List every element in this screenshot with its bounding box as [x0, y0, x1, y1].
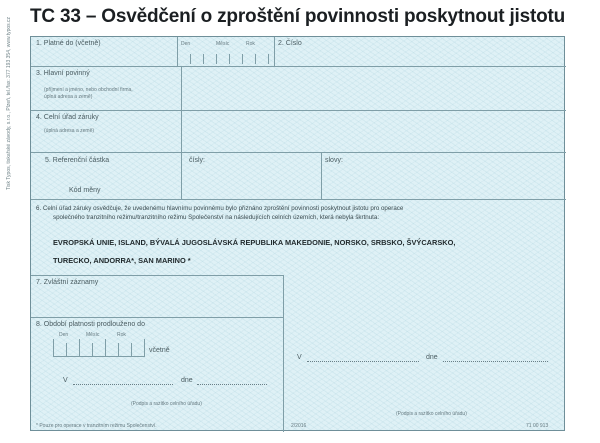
field-8-rok: Rok [117, 332, 126, 338]
footer-code: 71 00 913 [526, 423, 549, 429]
field-6-countries-2: TURECKO, ANDORRA*, SAN MARINO * [53, 256, 191, 265]
field-8-vcetne: včetně [149, 347, 170, 354]
field-5-cisly: čísly: [189, 157, 205, 164]
field-7-label: 7. Zvláštní záznamy [36, 279, 99, 286]
field-5-kod-meny: Kód měny [69, 187, 101, 194]
right-sign: (Podpis a razítko celního úřadu) [396, 411, 467, 417]
field-1-den-label: Den [181, 41, 191, 47]
field-1-label: 1. Platné do (včetně) [36, 40, 101, 47]
footer-note: * Pouze pro operace v tranzitním režimu Společenství. [36, 423, 157, 429]
form-title: TC 33 – Osvědčení o zproštění povinnosti poskytnout jistotu [30, 6, 566, 27]
field-8-den: Den [59, 332, 69, 338]
field-6-text-1: 6. Celní úřad záruky osvědčuje, že uvedenému hlavnímu povinnému bylo přiznáno zproštění povinnosti poskytnout jistotu pro operace [36, 205, 404, 212]
field-2-label: 2. Číslo [278, 40, 302, 47]
field-5-label: 5. Referenční částka [45, 157, 110, 164]
field-8-dne: dne [181, 377, 193, 384]
field-4-hint: (úplná adresa a země) [44, 128, 95, 134]
field-8-label: 8. Období platnosti prodlouženo do [36, 321, 145, 328]
field-3-hint-2: úplná adresa a země) [44, 94, 93, 100]
field-8-mesic: Měsíc [86, 332, 100, 338]
printer-imprint: Tisk Typos, tiskařské závody, s.r.o., Plzeň, tel./fax: 377 193 354, www.typos.cz [6, 16, 12, 190]
customs-form [30, 36, 565, 431]
field-8-sign: (Podpis a razítko celního úřadu) [131, 401, 202, 407]
field-3-label: 3. Hlavní povinný [36, 70, 90, 77]
field-6-countries-1: EVROPSKÁ UNIE, ISLAND, BÝVALÁ JUGOSLÁVSKÁ REPUBLIKA MAKEDONIE, NORSKO, SRBSKO, ŠVÝCARSKO, [53, 238, 456, 247]
field-1-rok-label: Rok [246, 41, 255, 47]
field-5-slovy: slovy: [325, 157, 343, 164]
field-1-mesic-label: Měsíc [216, 41, 230, 47]
field-6-text-2: společného tranzitního režimu/tranzitního režimu Společenství na následujících celních územích, která nebyla škrtnuta: [53, 214, 380, 221]
field-8-v: V [63, 377, 68, 384]
right-dne: dne [426, 354, 438, 361]
right-v: V [297, 354, 302, 361]
field-4-label: 4. Celní úřad záruky [36, 114, 99, 121]
field-3-hint-1: (příjmení a jméno, nebo obchodní firma, [44, 87, 133, 93]
footer-date: 2/2016 [291, 423, 307, 429]
